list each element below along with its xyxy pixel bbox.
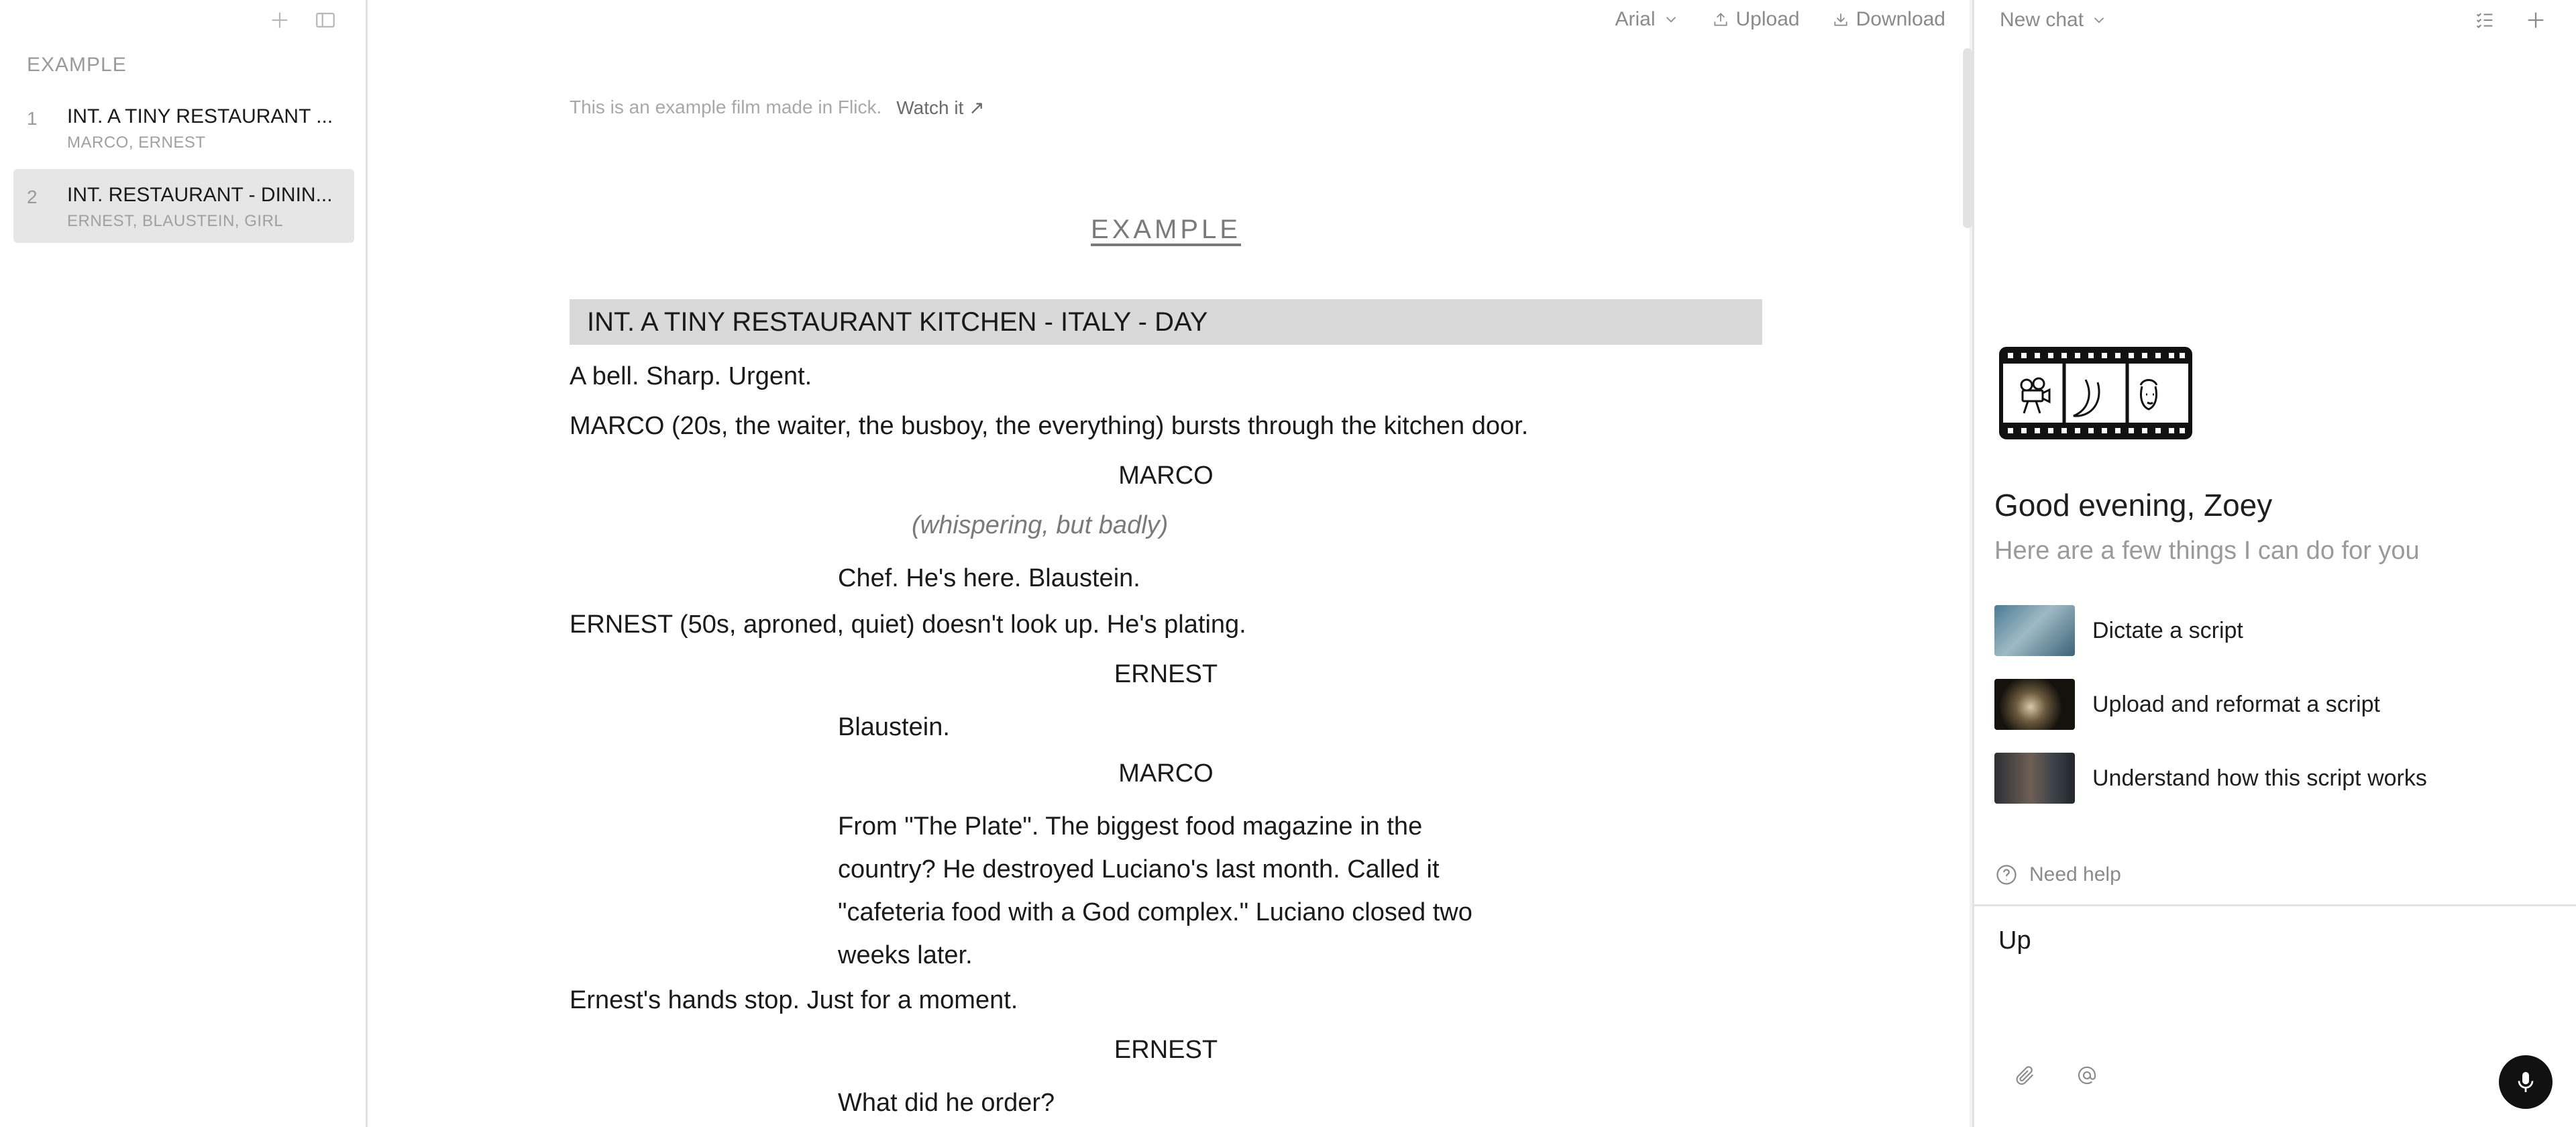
- parenthetical[interactable]: (whispering, but badly): [912, 511, 1169, 539]
- chat-selector[interactable]: [2000, 7, 2108, 34]
- download-label: Download: [1856, 8, 1945, 30]
- chevron-down-icon: [2090, 11, 2108, 29]
- upload-button[interactable]: [1712, 8, 1800, 31]
- scene-title: INT. RESTAURANT - DININ...: [67, 184, 333, 206]
- download-button[interactable]: [1832, 8, 1945, 31]
- composer-tools: [2012, 1062, 2100, 1089]
- chevron-down-icon: [1662, 11, 1680, 28]
- action-label: Understand how this script works: [2092, 765, 2427, 791]
- dictate-script-action[interactable]: [1994, 604, 2544, 657]
- mention-button[interactable]: [2074, 1062, 2100, 1089]
- dialogue-line[interactable]: Chef. He's here. Blaustein.: [838, 564, 1140, 592]
- example-note: [570, 97, 985, 119]
- at-sign-icon: [2076, 1064, 2098, 1087]
- need-help-link[interactable]: [1994, 863, 2121, 887]
- scene-item-1[interactable]: [13, 91, 354, 164]
- scene-heading[interactable]: INT. A TINY RESTAURANT KITCHEN - ITALY - DAY: [570, 299, 1762, 345]
- sidebar-section-label: EXAMPLE: [27, 54, 127, 76]
- action-line[interactable]: A bell. Sharp. Urgent.: [570, 362, 812, 390]
- sidebar-toolbar: [266, 7, 339, 34]
- microphone-icon: [2512, 1069, 2539, 1095]
- action-label: Upload and reformat a script: [2092, 691, 2380, 717]
- plus-icon: [2524, 9, 2547, 32]
- sidebar-panel-icon: [314, 9, 337, 32]
- font-selector[interactable]: [1615, 8, 1679, 31]
- toggle-sidebar-button[interactable]: [312, 7, 339, 34]
- action-thumbnail: [1994, 753, 2075, 804]
- action-line[interactable]: ERNEST (50s, aproned, quiet) doesn't look up. He's plating.: [570, 610, 1246, 639]
- understand-script-action[interactable]: [1994, 751, 2544, 805]
- font-label: Arial: [1615, 8, 1656, 30]
- paperclip-icon: [2014, 1064, 2037, 1087]
- need-help-label: Need help: [2029, 863, 2121, 885]
- add-scene-button[interactable]: [266, 7, 293, 34]
- character-name[interactable]: MARCO: [1118, 462, 1214, 490]
- dialogue-line[interactable]: Blaustein.: [838, 713, 950, 741]
- chat-title: New chat: [2000, 9, 2084, 31]
- chat-panel: [1972, 0, 2576, 1127]
- scene-number: 1: [27, 108, 38, 129]
- example-note-text: This is an example film made in Flick.: [570, 97, 882, 117]
- scene-title: INT. A TINY RESTAURANT ...: [67, 105, 333, 127]
- action-thumbnail: [1994, 605, 2075, 656]
- upload-reformat-action[interactable]: [1994, 678, 2544, 731]
- microphone-button[interactable]: [2499, 1055, 2553, 1109]
- chat-toolbar: [2471, 7, 2549, 34]
- character-name[interactable]: ERNEST: [1114, 660, 1218, 688]
- film-strip-logo: [1998, 346, 2193, 440]
- plus-icon: [268, 9, 291, 32]
- scene-item-2[interactable]: [13, 169, 354, 243]
- action-line[interactable]: Ernest's hands stop. Just for a moment.: [570, 986, 1018, 1014]
- chat-composer: [1974, 904, 2576, 1127]
- action-line[interactable]: MARCO (20s, the waiter, the busboy, the everything) bursts through the kitchen door.: [570, 412, 1529, 440]
- upload-icon: [1712, 11, 1729, 28]
- dialogue-line[interactable]: What did he order?: [838, 1089, 1055, 1117]
- watch-link[interactable]: Watch it ↗: [896, 97, 985, 118]
- scene-characters: MARCO, ERNEST: [67, 133, 206, 152]
- greeting: Good evening, Zoey: [1994, 488, 2273, 523]
- help-icon: [1994, 863, 2019, 887]
- scene-number: 2: [27, 186, 38, 207]
- subgreeting: Here are a few things I can do for you: [1994, 537, 2420, 565]
- new-chat-button[interactable]: [2522, 7, 2549, 34]
- script-title: EXAMPLE: [1091, 215, 1241, 244]
- action-thumbnail: [1994, 679, 2075, 730]
- character-name[interactable]: MARCO: [1118, 759, 1214, 788]
- checklist-icon: [2473, 9, 2496, 32]
- attach-button[interactable]: [2012, 1062, 2039, 1089]
- chat-input[interactable]: [1998, 926, 2548, 1027]
- scene-characters: ERNEST, BLAUSTEIN, GIRL: [67, 212, 284, 230]
- upload-label: Upload: [1735, 8, 1800, 30]
- download-icon: [1832, 11, 1849, 28]
- editor-toolbar: [1615, 0, 1945, 39]
- dialogue-line[interactable]: From "The Plate". The biggest food magazine in the country? He destroyed Luciano's last month. Called it "cafeteria food with a God complex." Luciano closed two weeks later.: [838, 812, 1472, 969]
- checklist-button[interactable]: [2471, 7, 2498, 34]
- scene-sidebar: [0, 0, 368, 1127]
- action-label: Dictate a script: [2092, 617, 2243, 643]
- editor-scrollbar[interactable]: [1963, 48, 1972, 228]
- script-editor: [370, 0, 1972, 1127]
- character-name[interactable]: ERNEST: [1114, 1036, 1218, 1064]
